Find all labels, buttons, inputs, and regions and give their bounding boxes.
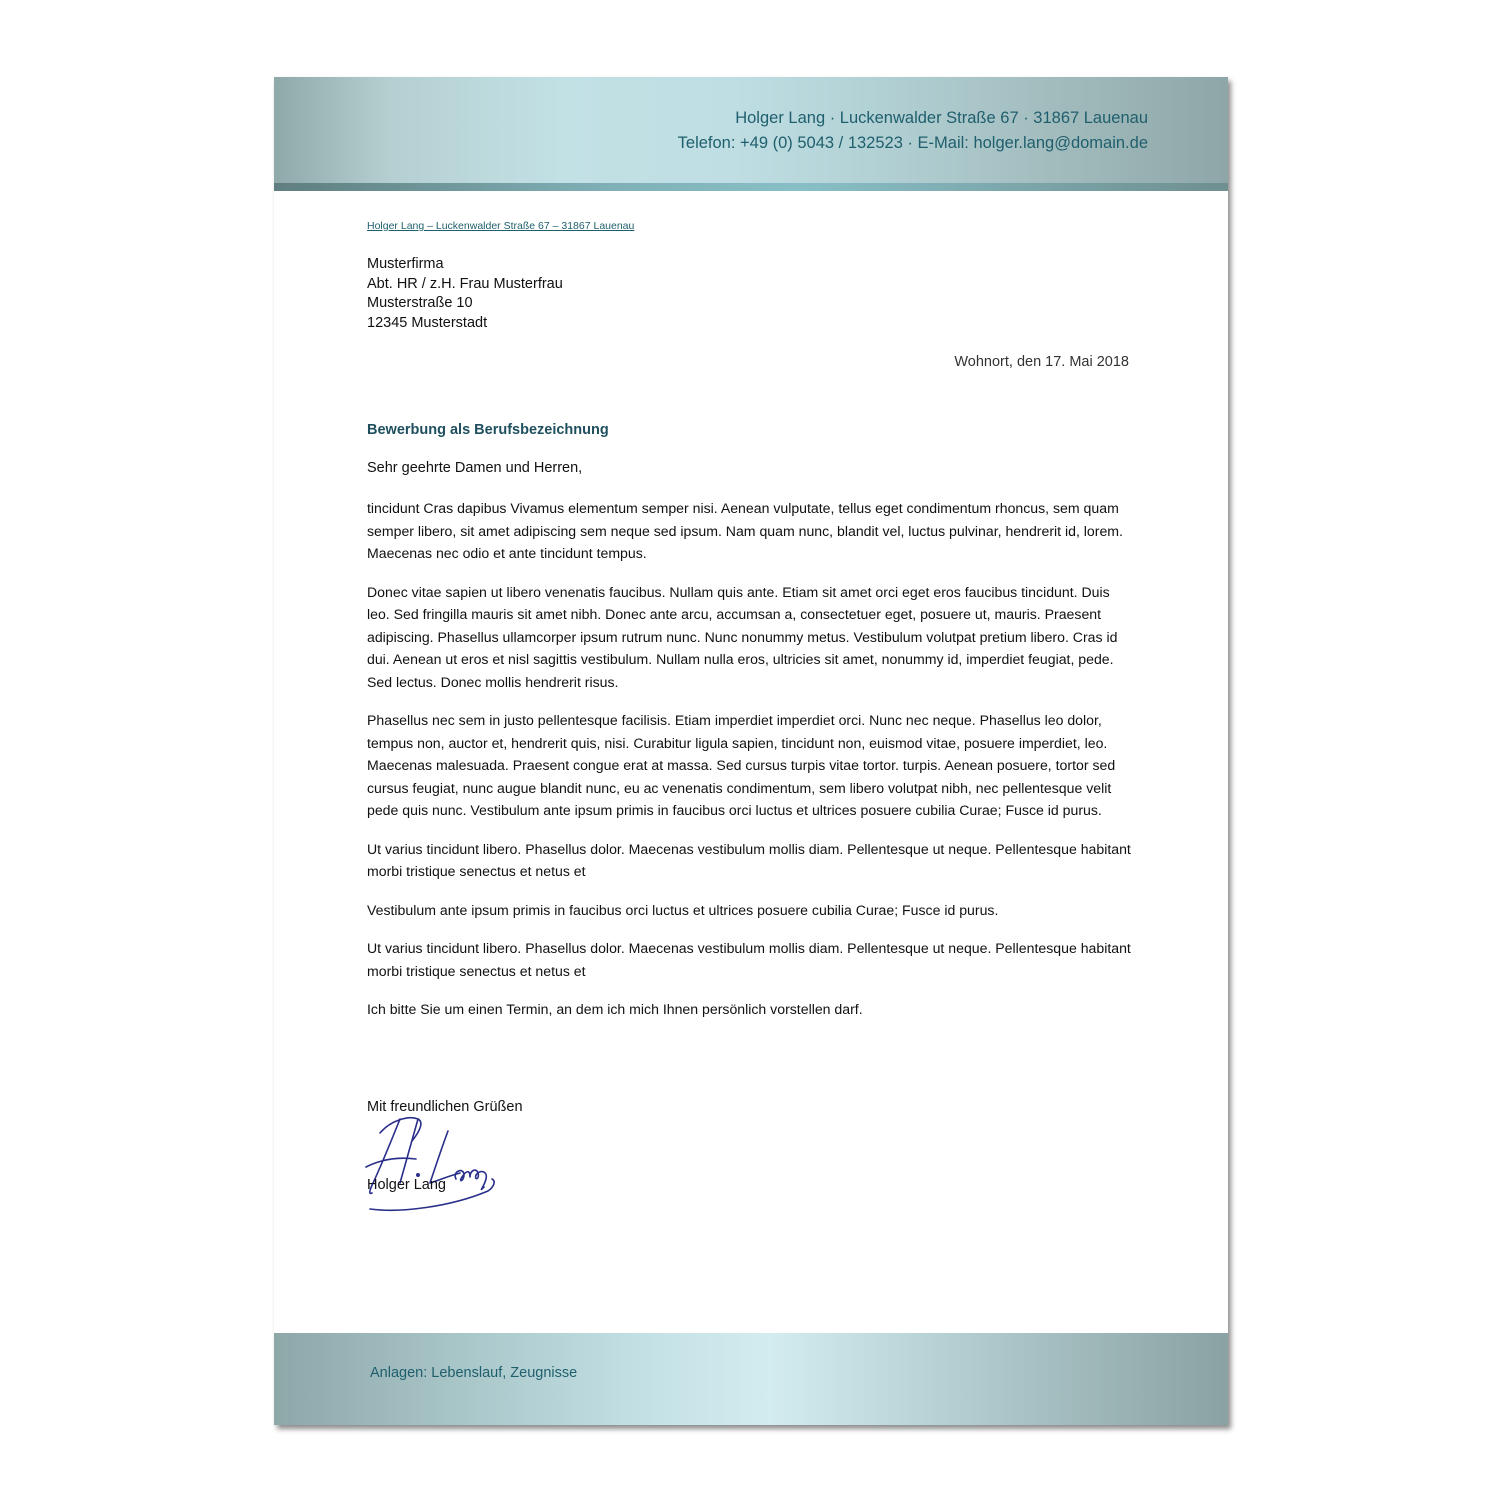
handwritten-signature: [360, 1109, 500, 1221]
letter-subject: Bewerbung als Berufsbezeichnung: [367, 422, 609, 438]
recipient-company: Musterfirma: [367, 256, 444, 272]
sender-return-address: Holger Lang – Luckenwalder Straße 67 – 31867 Lauenau: [367, 220, 635, 232]
closing-phrase: Mit freundlichen Grüßen: [367, 1099, 523, 1115]
body-paragraph: Ich bitte Sie um einen Termin, an dem ich mich Ihnen persönlich vorstellen darf.: [367, 1001, 863, 1017]
header-contact: Telefon: +49 (0) 5043 / 132523 · E-Mail: holger.lang@domain.de: [677, 134, 1148, 152]
header-divider-stripe: [274, 183, 1228, 191]
recipient-department: Abt. HR / z.H. Frau Musterfrau: [367, 275, 563, 292]
letter-page: [274, 77, 1228, 1425]
body-paragraph: tincidunt Cras dapibus Vivamus elementum semper nisi. Aenean vulputate, tellus eget condimentum rhoncus, sem quam semper libero, sit amet adipiscing sem neque sed ipsum. Nam quam nunc, blandit vel, luctus pulvinar, hendrerit id, lorem. Maecenas nec odio et ante tincidunt tempus.: [367, 500, 1123, 561]
body-paragraph: Ut varius tincidunt libero. Phasellus dolor. Maecenas vestibulum mollis diam. Pellentesque ut neque. Pellentesque habitant morbi tristique senectus et netus et: [367, 840, 1131, 879]
salutation: Sehr geehrte Damen und Herren,: [367, 460, 583, 476]
recipient-street: Musterstraße 10: [367, 295, 473, 312]
recipient-city: 12345 Musterstadt: [367, 315, 488, 332]
attachments-note: Anlagen: Lebenslauf, Zeugnisse: [370, 1365, 578, 1381]
body-paragraph: Vestibulum ante ipsum primis in faucibus orci luctus et ultrices posuere cubilia Curae; Fusce id purus.: [367, 901, 999, 918]
letter-body: [367, 497, 1135, 1037]
signer-name: Holger Lang: [367, 1177, 446, 1193]
header-address: Holger Lang · Luckenwalder Straße 67 · 31867 Lauenau: [735, 109, 1148, 127]
letterhead-header: [274, 77, 1228, 183]
letterhead-footer: [274, 1333, 1228, 1425]
letter-date: Wohnort, den 17. Mai 2018: [954, 354, 1129, 370]
body-paragraph: Phasellus nec sem in justo pellentesque facilisis. Etiam imperdiet imperdiet orci. Nunc nec neque. Phasellus leo dolor, tempus non, auctor et, hendrerit quis, nisi. Curabitur ligula sapien, tincidunt non, euismod vitae, posuere imperdiet, leo. Maecenas malesuada. Praesent congue erat at massa. Sed cursus turpis vitae tortor. turpis. Aenean posuere, tortor sed cursus feugiat, nunc augue blandit nunc, eu ac venenatis condimentum, sem libero volutpat nibh, nec pellentesque velit pede quis nunc. Vestibulum ante ipsum primis in faucibus orci luctus et ultrices posuere cubilia Curae; Fusce id purus.: [367, 712, 1116, 818]
body-paragraph: Ut varius tincidunt libero. Phasellus dolor. Maecenas vestibulum mollis diam. Pellentesque ut neque. Pellentesque habitant morbi tristique senectus et netus et: [367, 940, 1131, 979]
body-paragraph: Donec vitae sapien ut libero venenatis faucibus. Nullam quis ante. Etiam sit amet orci eget eros faucibus tincidunt. Duis leo. Sed fringilla mauris sit amet nibh. Donec ante arcu, accumsan a, consectetuer eget, posuere ut, mauris. Praesent adipiscing. Phasellus ullamcorper ipsum rutrum nunc. Nunc nonummy metus. Vestibulum volutpat pretium libero. Cras id dui. Aenean ut eros et nisl sagittis vestibulum. Nullam nulla eros, ultricies sit amet, nonummy id, imperdiet feugiat, pede. Sed lectus. Donec mollis hendrerit risus.: [367, 583, 1118, 690]
recipient-address: [367, 255, 563, 334]
